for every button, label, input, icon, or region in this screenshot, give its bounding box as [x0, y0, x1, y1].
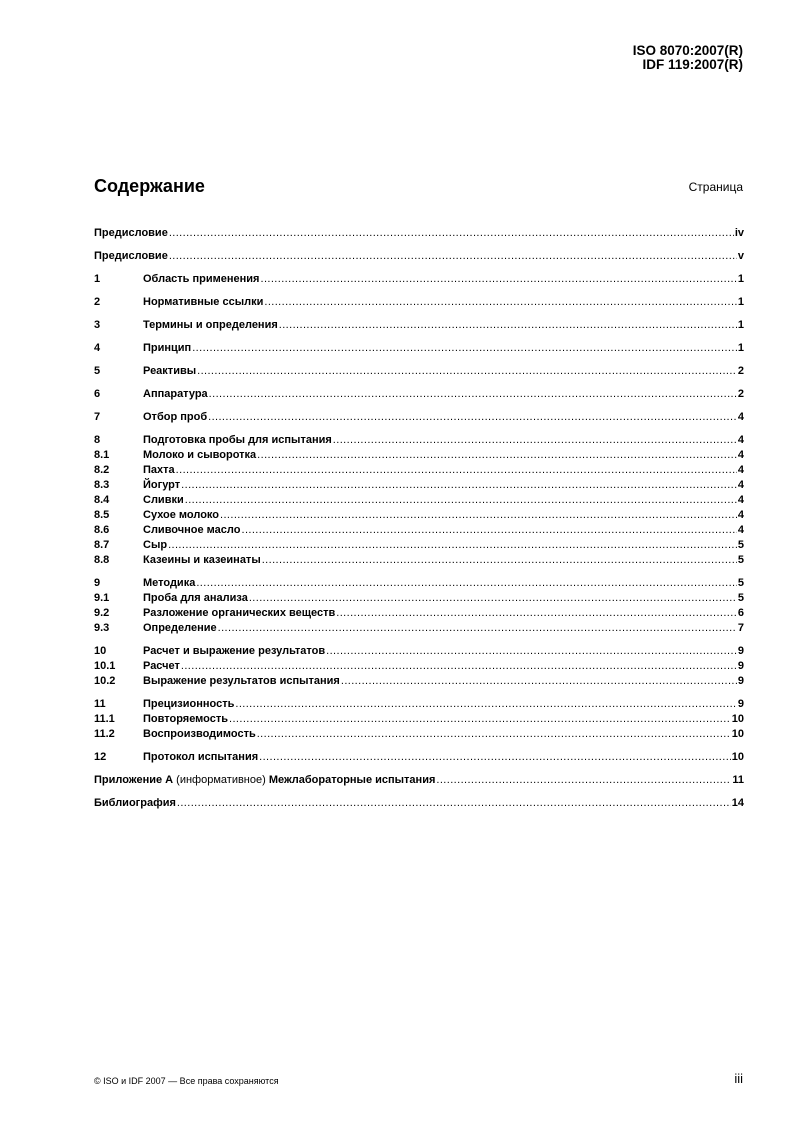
toc-entry[interactable]	[94, 591, 744, 606]
toc-entry-page: 14	[731, 797, 744, 809]
toc-leader-dots	[241, 523, 736, 538]
toc-entry-number: 9.3	[94, 622, 110, 634]
toc-entry-text: Сухое молоко	[143, 509, 220, 521]
toc-leader-dots	[235, 697, 737, 712]
toc-entry-text: Сливки	[143, 494, 184, 506]
toc-entry-text: Методика	[143, 577, 196, 589]
toc-entry[interactable]	[94, 553, 744, 568]
toc-entry-page: 4	[737, 494, 744, 506]
toc-entry-text: Расчет	[143, 660, 180, 672]
toc-entry-page: 9	[737, 660, 744, 672]
toc-entry[interactable]	[94, 750, 744, 765]
toc-leader-dots	[336, 606, 737, 621]
toc-entry-text: Сливочное масло	[143, 524, 241, 536]
toc-entry-text: Разложение органических веществ	[143, 607, 336, 619]
toc-entry-text: Термины и определения	[143, 319, 278, 331]
toc-leader-dots	[185, 493, 737, 508]
toc-entry-page: 4	[737, 479, 744, 491]
toc-entry[interactable]	[94, 249, 744, 264]
toc-entry-annex[interactable]	[94, 773, 744, 788]
iso-code: ISO 8070:2007(R)	[632, 43, 743, 58]
toc-entry-page: 4	[737, 434, 744, 446]
toc-entry-page: 7	[737, 622, 744, 634]
toc-entry-number: 10.1	[94, 660, 116, 672]
toc-entry-number: 9.2	[94, 607, 110, 619]
toc-entry-number: 11	[94, 698, 106, 710]
annex-note: (информативное)	[176, 774, 266, 786]
toc-leader-dots	[218, 621, 737, 636]
toc-leader-dots	[181, 478, 737, 493]
toc-entry-text: Область применения	[143, 273, 260, 285]
annex-title: Межлабораторные испытания	[268, 774, 436, 786]
toc-entry[interactable]	[94, 606, 744, 621]
toc-leader-dots	[249, 591, 737, 606]
toc-entry[interactable]	[94, 727, 744, 742]
toc-entry-text: Сыр	[143, 539, 168, 551]
toc-entry-text: Нормативные ссылки	[143, 296, 264, 308]
toc-entry[interactable]	[94, 410, 744, 425]
toc-entry-page: 4	[737, 464, 744, 476]
toc-entry-page: 4	[737, 449, 744, 461]
toc-entry-text: Воспроизводимость	[143, 728, 256, 740]
toc-entry[interactable]	[94, 493, 744, 508]
toc-entry-text: Протокол испытания	[143, 751, 259, 763]
toc-entry[interactable]	[94, 538, 744, 553]
toc-entry-text: Определение	[143, 622, 217, 634]
toc-entry-text: Молоко и сыворотка	[143, 449, 257, 461]
toc-entry-text: Предисловие	[94, 250, 168, 262]
toc-entry-text: Аппаратура	[143, 388, 208, 400]
toc-entry[interactable]	[94, 478, 744, 493]
toc-entry-number: 11.2	[94, 728, 115, 740]
toc-entry-page: 4	[737, 524, 744, 536]
toc-entry-page: 4	[737, 411, 744, 423]
page-number: iii	[734, 1071, 743, 1086]
toc-entry[interactable]	[94, 364, 744, 379]
toc-entry-number: 8.3	[94, 479, 110, 491]
toc-entry-text: Библиография	[94, 797, 176, 809]
toc-entry-text: Прецизионность	[143, 698, 235, 710]
toc-leader-dots	[181, 659, 737, 674]
toc-entry[interactable]	[94, 295, 744, 310]
toc-entry-text: Выражение результатов испытания	[143, 675, 340, 687]
toc-entry[interactable]	[94, 226, 744, 241]
toc-entry[interactable]	[94, 712, 744, 727]
toc-entry-number: 4	[94, 342, 101, 354]
toc-entry-number: 8.1	[94, 449, 110, 461]
toc-leader-dots	[259, 750, 731, 765]
toc-entry-number: 9.1	[94, 592, 110, 604]
annex-prefix: Приложение А	[94, 774, 174, 786]
toc-leader-dots	[257, 448, 737, 463]
toc-entry[interactable]	[94, 463, 744, 478]
toc-entry-bibliography[interactable]	[94, 796, 744, 811]
toc-entry-number: 10.2	[94, 675, 116, 687]
toc-entry[interactable]	[94, 659, 744, 674]
toc-entry-page: 6	[737, 607, 744, 619]
toc-leader-dots	[169, 249, 737, 264]
toc-leader-dots	[197, 364, 737, 379]
toc-leader-dots	[168, 538, 737, 553]
toc-entry-text: Пахта	[143, 464, 175, 476]
toc-leader-dots	[209, 387, 737, 402]
toc-entry[interactable]	[94, 387, 744, 402]
toc-entry-text: Расчет и выражение результатов	[143, 645, 326, 657]
toc-leader-dots	[436, 773, 731, 788]
toc-entry-text: Отбор проб	[143, 411, 208, 423]
toc-entry-number: 8.5	[94, 509, 110, 521]
toc-entry-page: v	[737, 250, 744, 262]
toc-entry[interactable]	[94, 523, 744, 538]
toc-leader-dots	[169, 226, 734, 241]
toc-entry-text: Казеины и казеинаты	[143, 554, 261, 566]
toc-entry-page: 1	[737, 319, 744, 331]
toc-entry-number: 8.8	[94, 554, 110, 566]
toc-entry-page: 1	[737, 273, 744, 285]
table-of-contents	[94, 226, 744, 811]
toc-entry-number: 7	[94, 411, 101, 423]
toc-entry-page: 5	[737, 577, 744, 589]
toc-entry[interactable]	[94, 448, 744, 463]
toc-entry-number: 8.4	[94, 494, 110, 506]
toc-entry[interactable]	[94, 272, 744, 287]
toc-leader-dots	[220, 508, 737, 523]
toc-leader-dots	[192, 341, 737, 356]
toc-entry-number: 2	[94, 296, 101, 308]
toc-entry-page: 10	[731, 728, 744, 740]
toc-entry-number: 8	[94, 434, 101, 446]
toc-entry-page: 1	[737, 296, 744, 308]
toc-leader-dots	[260, 272, 736, 287]
toc-entry-text: Повторяемость	[143, 713, 229, 725]
document-code-header	[633, 44, 743, 72]
toc-entry-text	[94, 773, 435, 788]
toc-entry-number: 1	[94, 273, 101, 285]
toc-entry-page: 5	[737, 539, 744, 551]
toc-entry-page: 11	[732, 774, 744, 786]
toc-leader-dots	[333, 433, 737, 448]
toc-entry-text: Предисловие	[94, 227, 168, 239]
toc-entry-text: Реактивы	[143, 365, 197, 377]
toc-leader-dots	[279, 318, 737, 333]
toc-entry[interactable]	[94, 508, 744, 523]
toc-entry-number: 10	[94, 645, 107, 657]
toc-entry-number: 6	[94, 388, 101, 400]
toc-entry[interactable]	[94, 433, 744, 448]
toc-entry-number: 5	[94, 365, 101, 377]
toc-entry-number: 8.7	[94, 539, 110, 551]
toc-entry[interactable]	[94, 674, 744, 689]
toc-leader-dots	[264, 295, 737, 310]
copyright-notice: © ISO и IDF 2007 — Все права сохраняются	[94, 1076, 279, 1086]
toc-leader-dots	[341, 674, 737, 689]
toc-entry-text: Принцип	[143, 342, 192, 354]
toc-entry-number: 8.2	[94, 464, 110, 476]
toc-entry-page: 9	[737, 675, 744, 687]
toc-entry-number: 3	[94, 319, 101, 331]
toc-entry[interactable]	[94, 341, 744, 356]
page-title: Содержание	[94, 176, 205, 196]
toc-entry[interactable]	[94, 697, 744, 712]
toc-entry[interactable]	[94, 644, 744, 659]
toc-leader-dots	[257, 727, 731, 742]
toc-leader-dots	[229, 712, 731, 727]
toc-entry-page: 9	[737, 645, 744, 657]
toc-entry-text: Йогурт	[143, 479, 181, 491]
toc-entry-page: 10	[731, 751, 744, 763]
toc-entry-text: Проба для анализа	[143, 592, 248, 604]
toc-entry-page: 2	[737, 365, 744, 377]
toc-entry-number: 8.6	[94, 524, 110, 536]
toc-entry-page: 5	[737, 554, 744, 566]
toc-entry[interactable]	[94, 318, 744, 333]
toc-entry[interactable]	[94, 576, 744, 591]
toc-entry-page: 2	[737, 388, 744, 400]
toc-entry-page: 9	[737, 698, 744, 710]
toc-entry-page: 1	[737, 342, 744, 354]
toc-entry-page: 10	[731, 713, 744, 725]
toc-leader-dots	[177, 796, 731, 811]
toc-entry-page: iv	[734, 227, 744, 239]
page-column-label: Страница	[688, 180, 743, 194]
idf-code: IDF 119:2007(R)	[642, 57, 743, 72]
toc-entry-page: 4	[737, 509, 744, 521]
toc-entry-page: 5	[737, 592, 744, 604]
toc-entry-number: 12	[94, 751, 107, 763]
toc-leader-dots	[326, 644, 737, 659]
toc-leader-dots	[196, 576, 737, 591]
toc-entry-number: 9	[94, 577, 101, 589]
toc-leader-dots	[262, 553, 737, 568]
toc-leader-dots	[208, 410, 737, 425]
toc-leader-dots	[176, 463, 737, 478]
toc-entry[interactable]	[94, 621, 744, 636]
toc-entry-text: Подготовка пробы для испытания	[143, 434, 332, 446]
toc-entry-number: 11.1	[94, 713, 115, 725]
